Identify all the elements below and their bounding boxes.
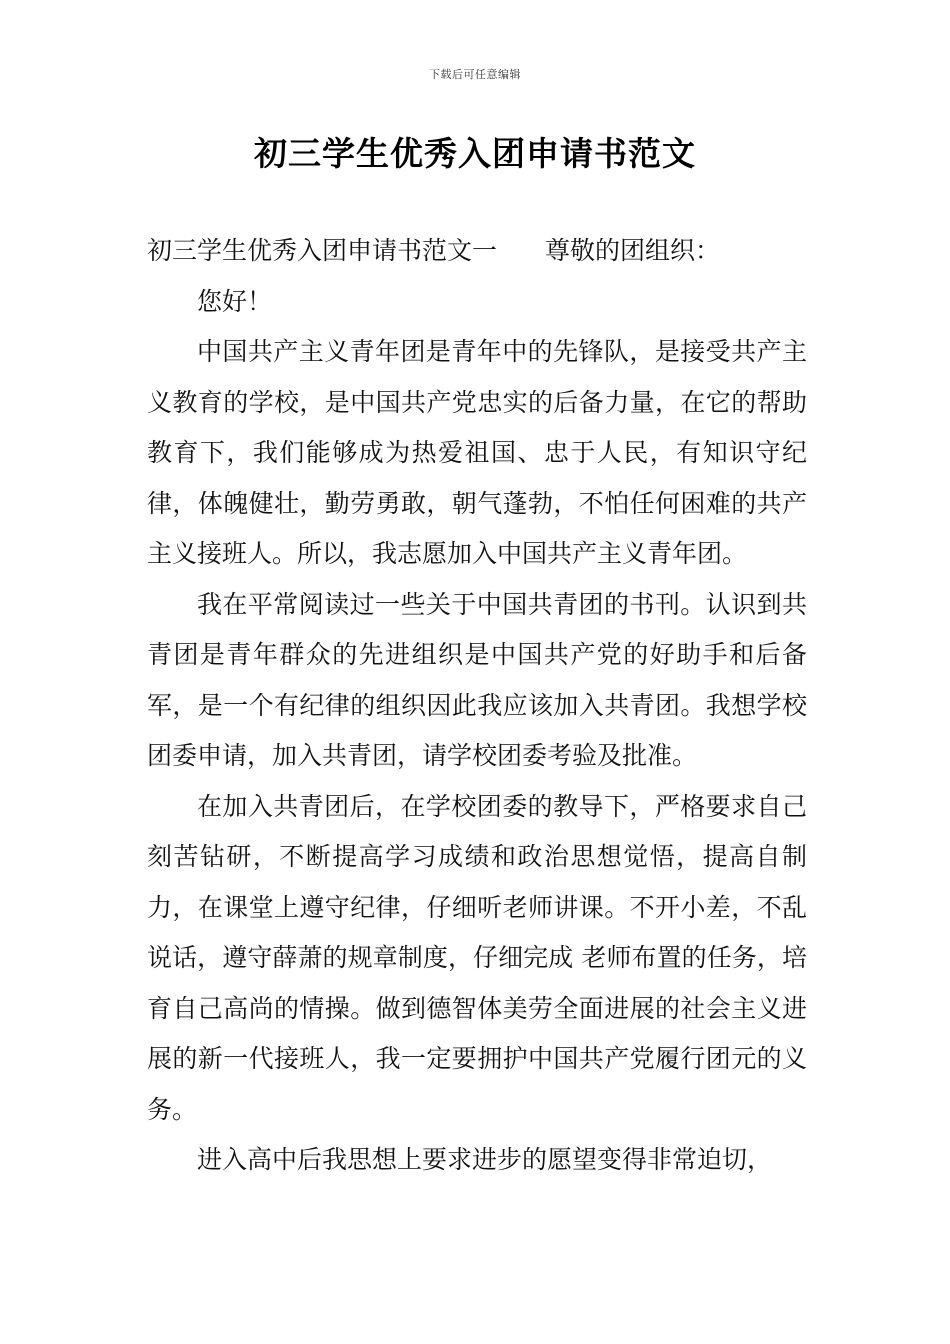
paragraph-1: 中国共产主义青年团是青年中的先锋队，是接受共产主义教育的学校，是中国共产党忠实的后备力量，在它的帮助教育下，我们能够成为热爱祖国、忠于人民，有知识守纪律，体魄健壮，勤劳勇敢，朝气蓬勃，不怕任何困难的共产主义接班人。所以，我志愿加入中国共产主义青年团。 (147, 337, 807, 568)
document-subtitle: 初三学生优秀入团申请书范文一 (147, 236, 498, 265)
paragraph-4: 进入高中后我思想上要求进步的愿望变得非常迫切， (197, 1145, 773, 1174)
document-title: 初三学生优秀入团申请书范文 (254, 134, 696, 173)
paragraph-3: 在加入共青团后，在学校团委的教导下，严格要求自己刻苦钻研，不断提高学习成绩和政治思想觉悟，提高自制力，在课堂上遵守纪律，仔细听老师讲课。不开小差，不乱说话，遵守薛萧的规章制度，仔细完成 老师布置的任务，培育自己高尚的情操。做到德智体美劳全面进展的社会主义进展的新一代接班人，我一定要拥护中国共产党履行团元的义务。 (147, 791, 807, 1124)
opening-line (147, 226, 807, 277)
spacer (497, 226, 545, 277)
header-note: 下载后可任意编辑 (429, 68, 521, 81)
document-body (147, 226, 807, 1186)
greeting: 您好！ (197, 286, 273, 316)
salutation: 尊敬的团组织： (545, 236, 721, 265)
paragraph-2: 我在平常阅读过一些关于中国共青团的书刊。认识到共青团是青年群众的先进组织是中国共产党的好助手和后备军，是一个有纪律的组织因此我应该加入共青团。我想学校团委申请，加入共青团，请学校团委考验及批准。 (147, 589, 807, 770)
